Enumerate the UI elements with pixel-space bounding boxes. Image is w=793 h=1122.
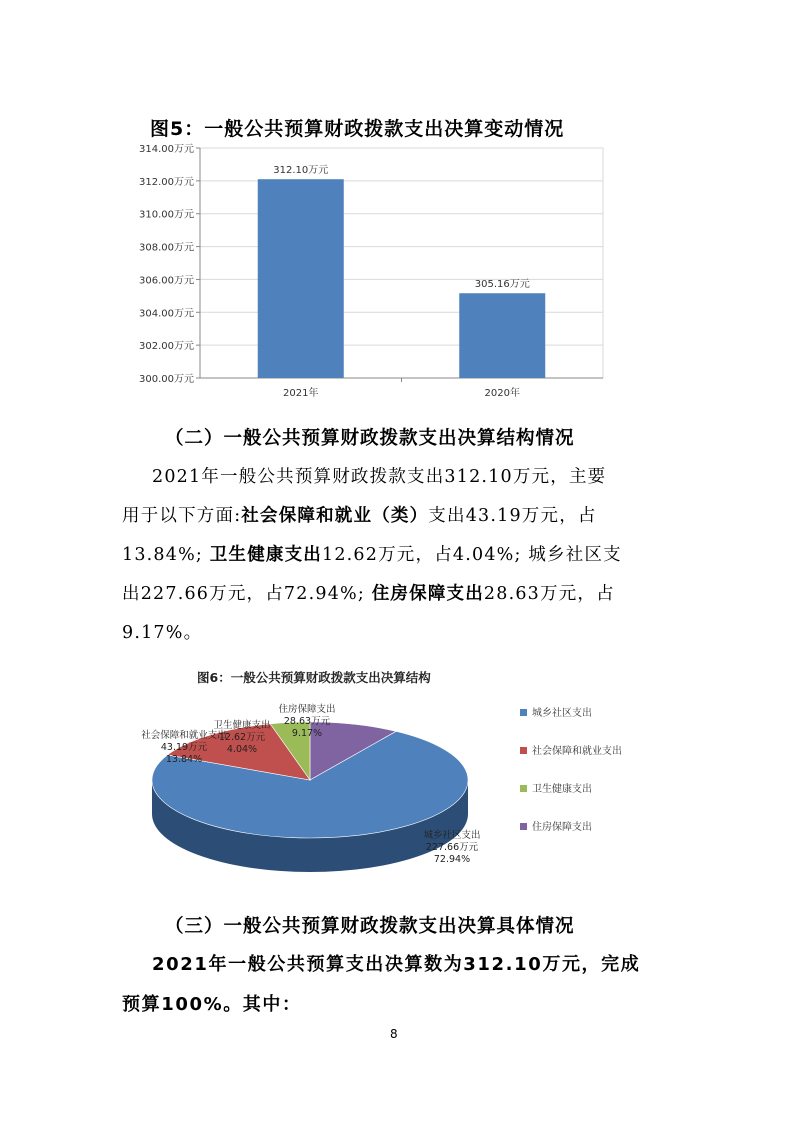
section3-line2: 预算100%。其中： (122, 994, 302, 1015)
legend-swatch (520, 747, 527, 754)
pie-chart-title: 图6：一般公共预算财政拨款支出决算结构 (197, 670, 431, 685)
pie-slice-label: 12.62万元 (218, 732, 266, 743)
y-tick-label: 310.00万元 (139, 209, 194, 221)
section2-line (122, 497, 702, 536)
legend-label: 城乡社区支出 (532, 708, 592, 719)
pie-slice-label: 72.94% (433, 854, 471, 865)
text-run: 9.17%。 (122, 623, 203, 643)
y-tick-label: 300.00万元 (139, 374, 194, 385)
bold-term: 卫生健康支出 (209, 545, 322, 565)
y-tick-label: 304.00万元 (139, 308, 194, 320)
y-tick-label: 308.00万元 (139, 242, 194, 254)
section2-line (122, 536, 702, 575)
text-run: 13.84%; (122, 545, 210, 565)
section2-line (122, 575, 702, 614)
pie-slice-label: 9.17% (291, 728, 323, 739)
x-tick-label: 2020年 (484, 388, 520, 399)
pie-slice-label: 43.19万元 (160, 742, 208, 753)
y-tick-label: 312.00万元 (139, 176, 194, 188)
section2-heading: （二）一般公共预算财政拨款支出决算结构情况 (165, 428, 575, 449)
chart1-title: 图5：一般公共预算财政拨款支出决算变动情况 (150, 118, 565, 140)
bold-term: 社会保障和就业（类） (241, 506, 429, 526)
pie-slice-label: 卫生健康支出 (213, 720, 271, 731)
section3-heading: （三）一般公共预算财政拨款支出决算具体情况 (165, 916, 575, 937)
text-run: 用于以下方面: (122, 506, 242, 526)
pie-slice-label: 社会保障和就业支出 (141, 730, 227, 741)
bar (459, 293, 545, 378)
legend-swatch (520, 785, 527, 792)
legend-swatch (520, 709, 527, 716)
text-run: 28.63万元，占 (483, 584, 615, 604)
section2-paragraph (122, 458, 702, 653)
section3-line1: 2021年一般公共预算支出决算数为312.10万元，完成 (152, 954, 641, 975)
text-run: 12.62万元，占4.04%; 城乡社区支 (322, 545, 622, 565)
bar-value-label: 312.10万元 (273, 165, 329, 177)
text-run: 2021年一般公共预算财政拨款支出312.10万元，主要 (152, 467, 607, 487)
legend-label: 社会保障和就业支出 (532, 746, 622, 757)
pie-slice-label: 4.04% (226, 744, 258, 755)
section2-line (122, 458, 702, 497)
bar-chart (108, 140, 608, 410)
text-run: 出227.66万元，占72.94%; (122, 584, 372, 604)
text-run: 支出43.19万元，占 (428, 506, 597, 526)
legend-swatch (520, 823, 527, 830)
pie-chart (122, 660, 662, 900)
page-number: 8 (390, 1027, 398, 1041)
pie-slice-label: 28.63万元 (283, 716, 331, 727)
pie-slice-label: 13.84% (165, 754, 203, 765)
section2-line (122, 614, 702, 653)
legend-label: 住房保障支出 (532, 822, 592, 833)
legend-label: 卫生健康支出 (532, 784, 592, 795)
x-tick-label: 2021年 (283, 388, 319, 399)
pie-slice-label: 住房保障支出 (278, 704, 336, 715)
pie-slice-label: 城乡社区支出 (423, 830, 481, 841)
y-tick-label: 302.00万元 (139, 341, 194, 353)
bold-term: 住房保障支出 (371, 584, 484, 604)
y-tick-label: 314.00万元 (139, 144, 194, 155)
y-tick-label: 306.00万元 (139, 275, 194, 287)
bar-value-label: 305.16万元 (474, 279, 530, 291)
bar (258, 179, 344, 378)
pie-slice-label: 227.66万元 (425, 842, 479, 853)
